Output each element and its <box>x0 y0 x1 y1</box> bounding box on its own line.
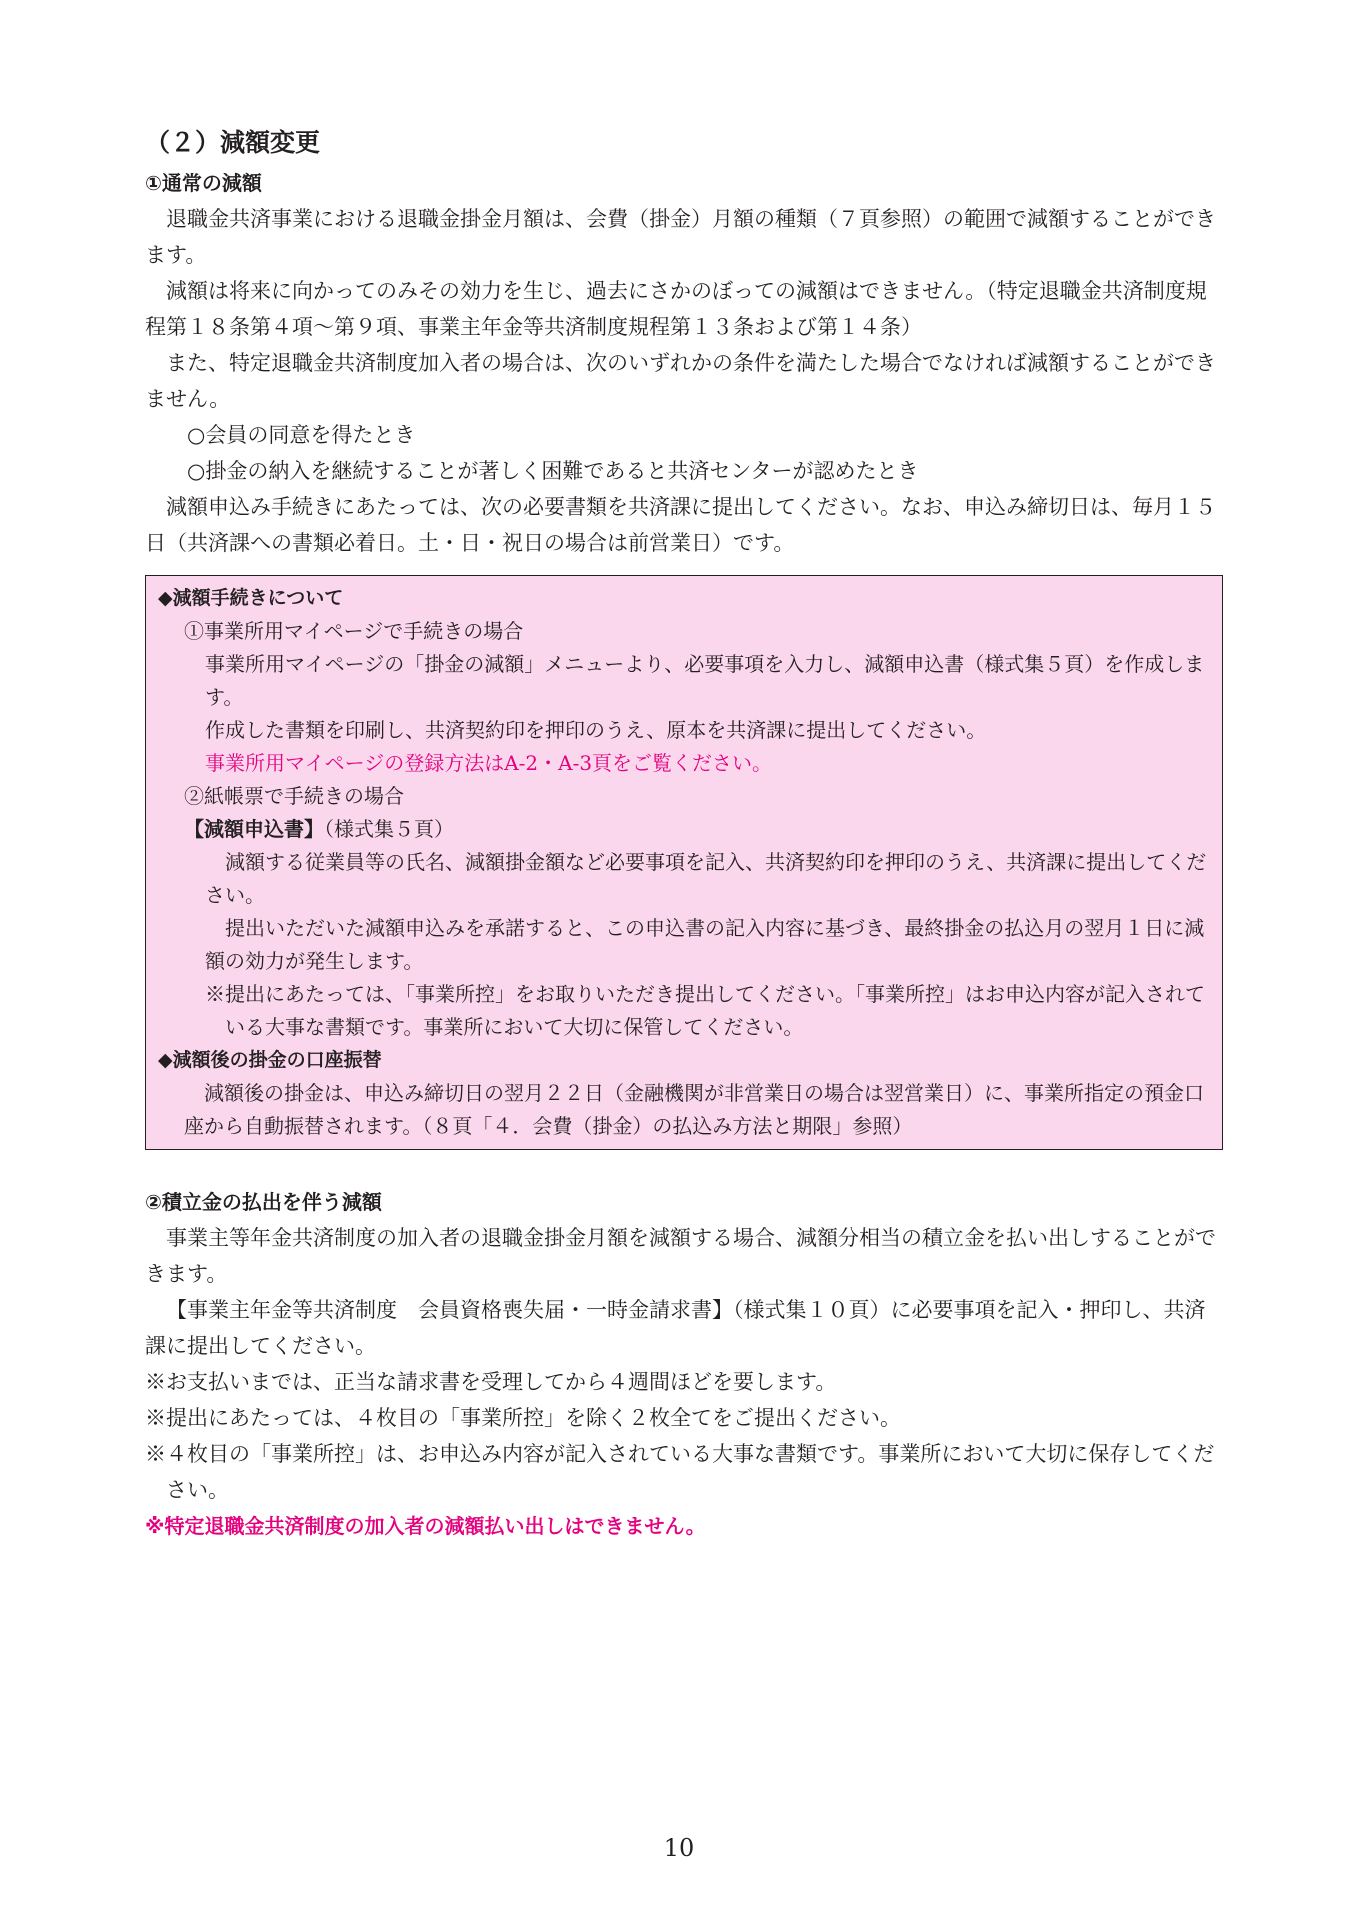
document-page <box>145 125 1223 1544</box>
box-text: 作成した書類を印刷し、共済契約印を押印のうえ、原本を共済課に提出してください。 <box>205 718 987 742</box>
box-heading-transfer: ◆減額後の掛金の口座振替 <box>158 1049 382 1071</box>
box-text: 事業所用マイページの「掛金の減額」メニューより、必要事項を入力し、減額申込書（様式集５頁）を作成します。 <box>205 652 1205 709</box>
form-name: 【事業主年金等共済制度 会員資格喪失届・一時金請求書】 <box>166 1298 733 1322</box>
paragraph: 事業主等年金共済制度の加入者の退職金掛金月額を減額する場合、減額分相当の積立金を払い出しすることができます。 <box>145 1226 1216 1286</box>
note-item: ※お支払いまでは、正当な請求書を受理してから４週間ほどを要します。 <box>145 1370 837 1394</box>
box-note-text: ※提出にあたっては、「事業所控」をお取りいただき提出してください。「事業所控」はお申込内容が記入されている大事な書類です。事業所において大切に保管してください。 <box>205 982 1205 1039</box>
section-title: （２）減額変更 <box>145 128 321 157</box>
warning-text: ※特定退職金共済制度の加入者の減額払い出しはできません。 <box>145 1514 706 1538</box>
paragraph: 減額申込み手続きにあたっては、次の必要書類を共済課に提出してください。なお、申込み締切日は、毎月１５日（共済課への書類必着日。土・日・祝日の場合は前営業日）です。 <box>145 495 1216 555</box>
box-text: 減額後の掛金は、申込み締切日の翌月２２日（金融機関が非営業日の場合は翌営業日）に、事業所指定の預金口座から自動振替されます。（８頁「４．会費（掛金）の払込み方法と期限」参照） <box>184 1081 1204 1138</box>
note-item: ※提出にあたっては、４枚目の「事業所控」を除く２枚全てをご提出ください。 <box>145 1406 901 1430</box>
box-item-title: ①事業所用マイページで手続きの場合 <box>184 619 524 643</box>
note-item: ※４枚目の「事業所控」は、お申込み内容が記入されている大事な書類です。事業所において大切に保存してください。 <box>145 1442 1215 1502</box>
box-note <box>158 978 1210 1044</box>
box-heading-procedure: ◆減額手続きについて <box>158 587 344 609</box>
form-title-line <box>158 813 1210 846</box>
procedure-box <box>145 575 1223 1150</box>
subsection-reserve-withdrawal <box>145 1184 1223 1544</box>
paragraph: また、特定退職金共済制度加入者の場合は、次のいずれかの条件を満たした場合でなければ減額することができません。 <box>145 351 1216 411</box>
paragraph-rest: （様式集１０頁）に必要事項を記入・押印し、共済課に提出してください。 <box>145 1298 1206 1358</box>
paragraph: 減額は将来に向かってのみその効力を生じ、過去にさかのぼっての減額はできません。（特定退職金共済制度規程第１８条第４項～第９項、事業主年金等共済制度規程第１３条および第１４条） <box>145 279 1207 339</box>
mypage-registration-note: 事業所用マイページの登録方法はA-2・A-3頁をご覧ください。 <box>205 751 773 775</box>
page-number: 10 <box>663 1834 695 1862</box>
condition-item: ○会員の同意を得たとき <box>187 423 416 447</box>
subsection-title-withdrawal: ②積立金の払出を伴う減額 <box>145 1190 382 1214</box>
paragraph: 退職金共済事業における退職金掛金月額は、会費（掛金）月額の種類（７頁参照）の範囲で減額することができます。 <box>145 207 1216 267</box>
subsection-title-normal-reduction: ①通常の減額 <box>145 171 262 195</box>
box-text: 提出いただいた減額申込みを承諾すると、この申込書の記入内容に基づき、最終掛金の払込月の翌月１日に減額の効力が発生します。 <box>205 916 1205 973</box>
paragraph <box>145 1292 1223 1364</box>
condition-item: ○掛金の納入を継続することが著しく困難であると共済センターが認めたとき <box>187 459 919 483</box>
box-item-title: ②紙帳票で手続きの場合 <box>184 784 404 808</box>
form-reference: （様式集５頁） <box>324 817 454 841</box>
form-title: 【減額申込書】 <box>184 817 324 841</box>
box-text: 減額する従業員等の氏名、減額掛金額など必要事項を記入、共済契約印を押印のうえ、共済課に提出してください。 <box>205 850 1207 907</box>
